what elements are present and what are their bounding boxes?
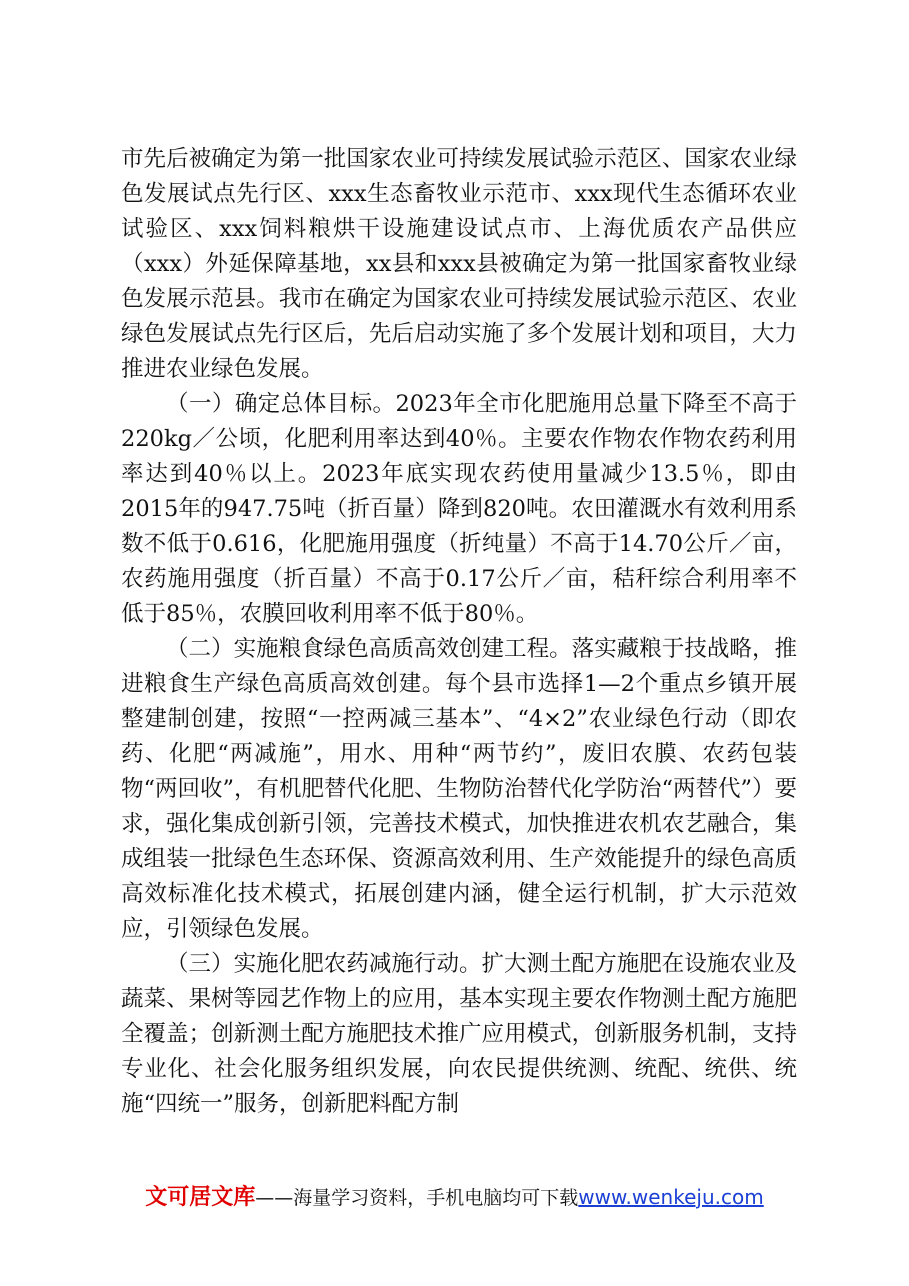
footer-brand: 文可居文库	[145, 1185, 256, 1210]
footer-tagline: ——海量学习资料，手机电脑均可下载	[255, 1187, 579, 1209]
paragraph-section-1: （一）确定总体目标。2023年全市化肥施用总量下降至不高于220kg／公顷，化肥利用率达到40％。主要农作物农作物农药利用率达到40％以上。2023年底实现农药使用量减少13.5％，即由2015年的947.75吨（折百量）降到820吨。农田灌溉水有效利用系数不低于0.616，化肥施用强度（折纯量）不高于14.70公斤／亩，农药施用强度（折百量）不高于0.17公斤／亩，秸秆综合利用率不低于85％，农膜回收利用率不低于80％。	[121, 391, 797, 627]
paragraph-section-2: （二）实施粮食绿色高质高效创建工程。落实藏粮于技战略，推进粮食生产绿色高质高效创建。每个县市选择1—2个重点乡镇开展整建制创建，按照“一控两减三基本”、“4×2”农业绿色行动（即农药、化肥“两减施”，用水、用种“两节约”，废旧农膜、农药包装物“两回收”，有机肥替代化肥、生物防治替代化学防治“两替代”）要求，强化集成创新引领，完善技术模式，加快推进农机农艺融合，集成组装一批绿色生态环保、资源高效利用、生产效能提升的绿色高质高效标准化技术模式，拓展创建内涵，健全运行机制，扩大示范效应，引领绿色发展。	[121, 636, 798, 942]
paragraph-section-3: （三）实施化肥农药减施行动。扩大测土配方施肥在设施农业及蔬菜、果树等园艺作物上的应用，基本实现主要农作物测土配方施肥全覆盖；创新测土配方施肥技术推广应用模式，创新服务机制，支持专业化、社会化服务组织发展，向农民提供统测、统配、统供、统施“四统一”服务，创新肥料配方制	[121, 951, 797, 1117]
footer-banner	[0, 1180, 909, 1214]
footer-url-link[interactable]: www.wenkeju.com	[578, 1185, 764, 1209]
document-body	[121, 142, 797, 1122]
paragraph-intro: 市先后被确定为第一批国家农业可持续发展试验示范区、国家农业绿色发展试点先行区、xxx生态畜牧业示范市、xxx现代生态循环农业试验区、xxx饲料粮烘干设施建设试点市、上海优质农产品供应（xxx）外延保障基地，xx县和xxx县被确定为第一批国家畜牧业绿色发展示范县。我市在确定为国家农业可持续发展试验示范区、农业绿色发展试点先行区后，先后启动实施了多个发展计划和项目，大力推进农业绿色发展。	[121, 146, 797, 382]
